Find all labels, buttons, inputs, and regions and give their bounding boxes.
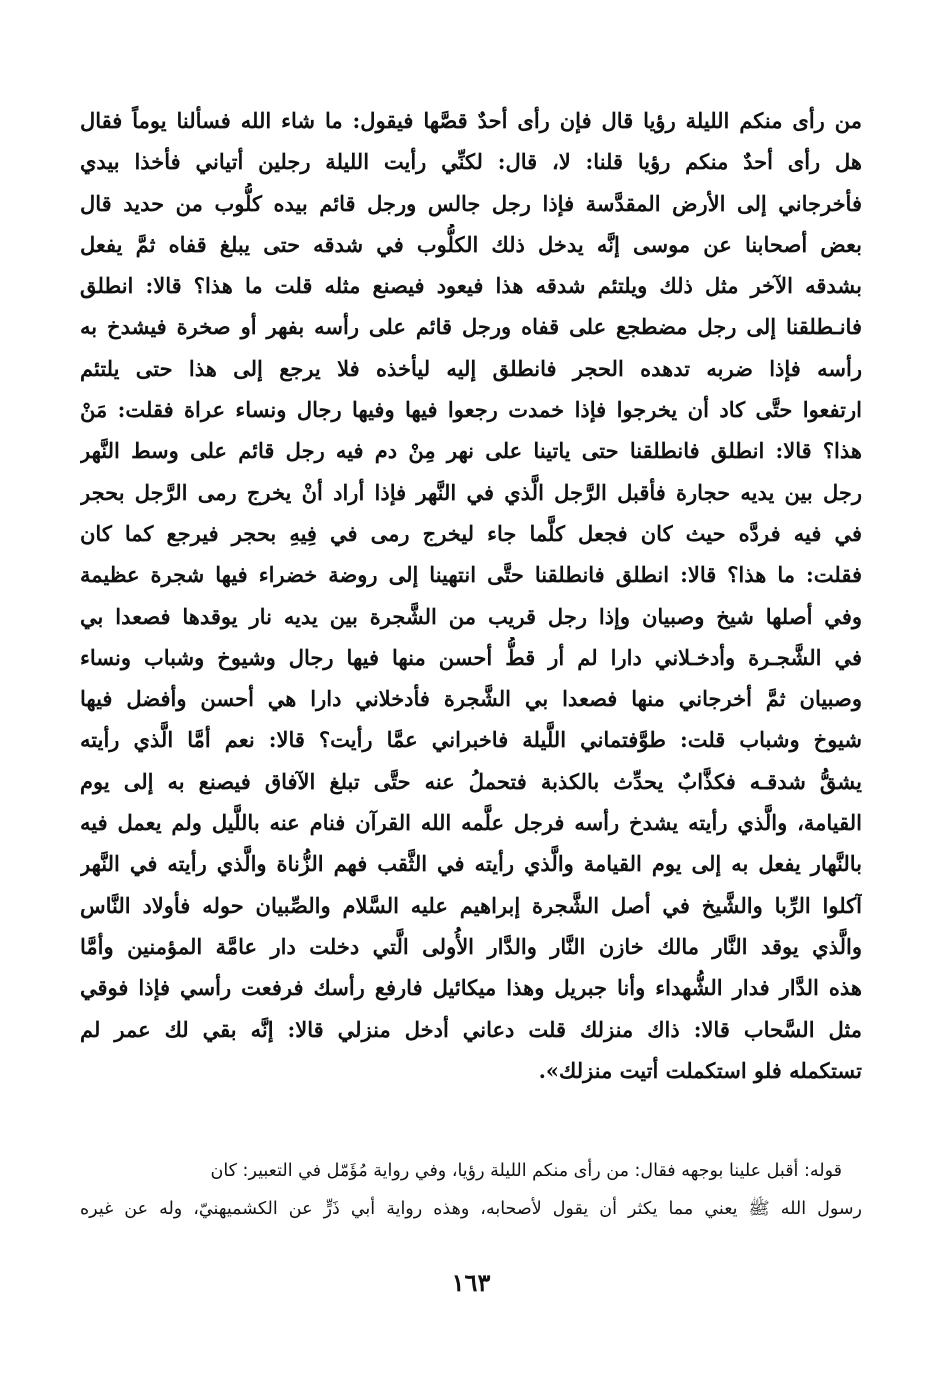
text-line: فقلت: ما هذا؟ قالا: انطلق فانطلقنا حتَّى انتهينا إلى روضة خضراء فيها شجرة عظيمة: [80, 562, 862, 588]
text-line: في فيه فردَّه حيث كان فجعل كلَّما جاء ليخرج رمى في فِيهِ بحجر فيرجع كما كان: [80, 520, 862, 546]
text-line: رأسه فإذا ضربه تدهده الحجر فانطلق إليه ليأخذه فلا يرجع إلى هذا حتى يلتئم: [80, 355, 862, 381]
text-line: القيامة، والَّذي رأيته يشدخ رأسه فرجل علَّمه الله القرآن فنام عنه باللَّيل ولم يعمل فيه: [80, 810, 862, 836]
text-line: تستكمله فلو استكملت أتيت منزلك».: [538, 1057, 862, 1083]
footnote-line: رسول الله ﷺ يعني مما يكثر أن يقول لأصحابه، وهذه رواية أبي ذَرٍّ عن الكشميهنيّ، وله عن غيره: [80, 1199, 862, 1219]
text-line: مثل السَّحاب قالا: ذاك منزلك قلت دعاني أدخل منزلي قالا: إنَّه بقي لك عمر لم: [80, 1016, 862, 1042]
text-line: ارتفعوا حتَّى كاد أن يخرجوا فإذا خمدت رجعوا فيها وفيها رجال ونساء عراة فقلت: مَنْ: [80, 397, 862, 423]
text-line: والَّذي يوقد النَّار مالك خازن النَّار والدَّار الأُولى الَّتي دخلت دار عامَّة المؤمنين وأمَّا: [80, 933, 862, 959]
text-line: آكلوا الرِّبا والشَّيخ في أصل الشَّجرة إبراهيم عليه السَّلام والصِّبيان حوله فأولاد النَّاس: [80, 892, 862, 918]
text-line: فانـطلقنا إلى رجل مضطجع على قفاه ورجل قائم على رأسه بفهر أو صخرة فيشدخ به: [80, 314, 862, 340]
text-line: بالنَّهار يفعل به إلى يوم القيامة والَّذي رأيته في الثَّقب فهم الزُّناة والَّذي رأيته في النَّهر: [80, 851, 862, 877]
text-line: وصبيان ثمَّ أخرجاني منها فصعدا بي الشَّجرة فأدخلاني دارا هي أحسن وأفضل فيها: [80, 686, 862, 712]
main-text: [80, 100, 862, 1091]
text-line: هذه الدَّار فدار الشُّهداء وأنا جبريل وهذا ميكائيل فارفع رأسك فرفعت رأسي فإذا فوقي: [80, 975, 862, 1001]
text-line: رجل بين يديه حجارة فأقبل الرَّجل الَّذي في النَّهر فإذا أراد أنْ يخرج رمى الرَّجل بحجر: [80, 479, 862, 505]
text-line: من رأى منكم الليلة رؤيا قال فإن رأى أحدٌ قصَّها فيقول: ما شاء الله فسألنا يوماً فقال: [80, 108, 862, 133]
text-line: هذا؟ قالا: انطلق فانطلقنا حتى ياتينا على نهر مِنْ دم فيه رجل قائم على وسط النَّهر: [80, 438, 862, 464]
footnote-line: قوله: أقبل علينا بوجهه فقال: من رأى منكم الليلة رؤيا، وفي رواية مُؤَمّل في التعبير: كان: [210, 1161, 842, 1181]
text-line: في الشَّجـرة وأدخـلاني دارا لم أر قطُّ أحسن منها فيها رجال وشيوخ وشباب ونساء: [80, 644, 862, 670]
footnotes: [80, 1152, 862, 1228]
text-line: وفي أصلها شيخ وصبيان وإذا رجل قريب من الشَّجرة بين يديه نار يوقدها فصعدا بي: [80, 603, 862, 629]
text-line: فأخرجاني إلى الأرض المقدَّسة فإذا رجل جالس ورجل قائم بيده كلُّوب من حديد قال: [80, 190, 862, 216]
page-number: ١٦٣: [451, 1268, 491, 1297]
text-line: شيوخ وشباب قلت: طوَّفتماني اللَّيلة فاخبراني عمَّا رأيت؟ قالا: نعم أمَّا الَّذي رأيته: [80, 727, 862, 753]
text-line: بعض أصحابنا عن موسى إنَّه يدخل ذلك الكلُّوب في شدقه حتى يبلغ قفاه ثمَّ يفعل: [80, 231, 862, 257]
text-line: هل رأى أحدٌ منكم رؤيا قلنا: لا، قال: لكنِّي رأيت الليلة رجلين أتياني فأخذا بيدي: [80, 149, 862, 175]
text-line: يشقُّ شدقـه فكذَّابٌ يحدِّث بالكذبة فتحملُ عنه حتَّى تبلغ الآفاق فيصنع به إلى يوم: [80, 768, 862, 794]
text-line: بشدقه الآخر مثل ذلك ويلتئم شدقه هذا فيعود فيصنع مثله قلت ما هذا؟ قالا: انطلق: [80, 273, 862, 299]
